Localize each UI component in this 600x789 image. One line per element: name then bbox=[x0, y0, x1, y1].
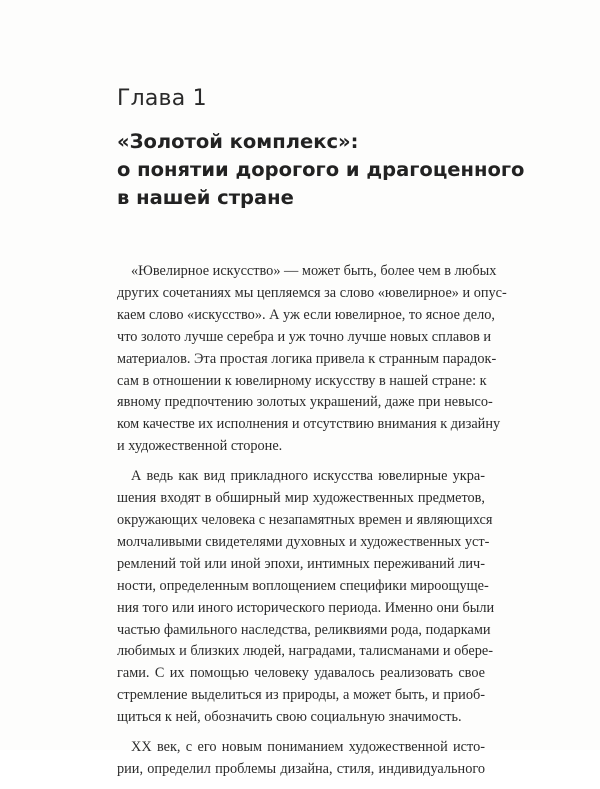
text-line: частью фамильного наследства, реликвиями рода, подарками bbox=[117, 621, 491, 638]
chapter-title-line: в нашей стране bbox=[117, 186, 294, 209]
text-line: что золото лучше серебра и уж точно лучше новых сплавов и bbox=[117, 328, 492, 345]
text-line: окружающих человека с незапамятных времен и являющихся bbox=[117, 511, 493, 528]
text-line: материалов. Эта простая логика привела к странным парадок- bbox=[117, 350, 497, 367]
text-line: щиться к ней, обозначить свою социальную значимость. bbox=[117, 709, 462, 726]
text-line: ности, определенным воплощением специфики мироощуще- bbox=[117, 577, 489, 594]
text-line: ремлений той или иной эпохи, интимных переживаний лич- bbox=[117, 555, 485, 572]
text-line: и художественной стороне. bbox=[117, 438, 283, 455]
text-line: других сочетаниях мы цепляемся за слово «ювелирное» и опус- bbox=[117, 284, 507, 301]
text-line: шения входят в обширный мир художественных предметов, bbox=[117, 490, 485, 507]
chapter-title-line: «Золотой комплекс»: bbox=[117, 130, 359, 153]
chapter-title bbox=[117, 128, 537, 212]
text-line: XX век, с его новым пониманием художественной исто- bbox=[131, 739, 485, 756]
text-line: «Ювелирное искусство» — может быть, более чем в любых bbox=[131, 263, 497, 279]
paragraph bbox=[117, 261, 507, 458]
text-line: ком качестве их исполнения и отсутствию внимания к дизайну bbox=[117, 416, 501, 433]
chapter-title-line: о понятии дорогого и драгоценного bbox=[117, 158, 525, 181]
text-line: каем слово «искусство». А уж если ювелирное, то ясное дело, bbox=[117, 306, 496, 323]
text-line: любимых и близких людей, наградами, талисманами и обере- bbox=[117, 643, 493, 660]
text-line: ния того или иного исторического периода. Именно они были bbox=[117, 599, 495, 616]
chapter-label: Глава 1 bbox=[117, 86, 207, 111]
body-text bbox=[117, 261, 507, 789]
text-line: рии, определил проблемы дизайна, стиля, индивидуального bbox=[117, 760, 485, 777]
text-line: А ведь как вид прикладного искусства ювелирные укра- bbox=[131, 468, 485, 485]
paragraph bbox=[117, 466, 495, 729]
text-line: явному предпочтению золотых украшений, даже при невысо- bbox=[117, 394, 493, 411]
text-line: сам в отношении к ювелирному искусству в нашей стране: к bbox=[117, 372, 487, 389]
text-line: стремление выделиться из природы, а может быть, и приоб- bbox=[117, 687, 485, 704]
paragraph bbox=[117, 737, 485, 781]
text-line: гами. С их помощью человеку удавалось реализовать свое bbox=[117, 665, 485, 682]
text-line: молчаливыми свидетелями духовных и художественных уст- bbox=[117, 533, 490, 550]
